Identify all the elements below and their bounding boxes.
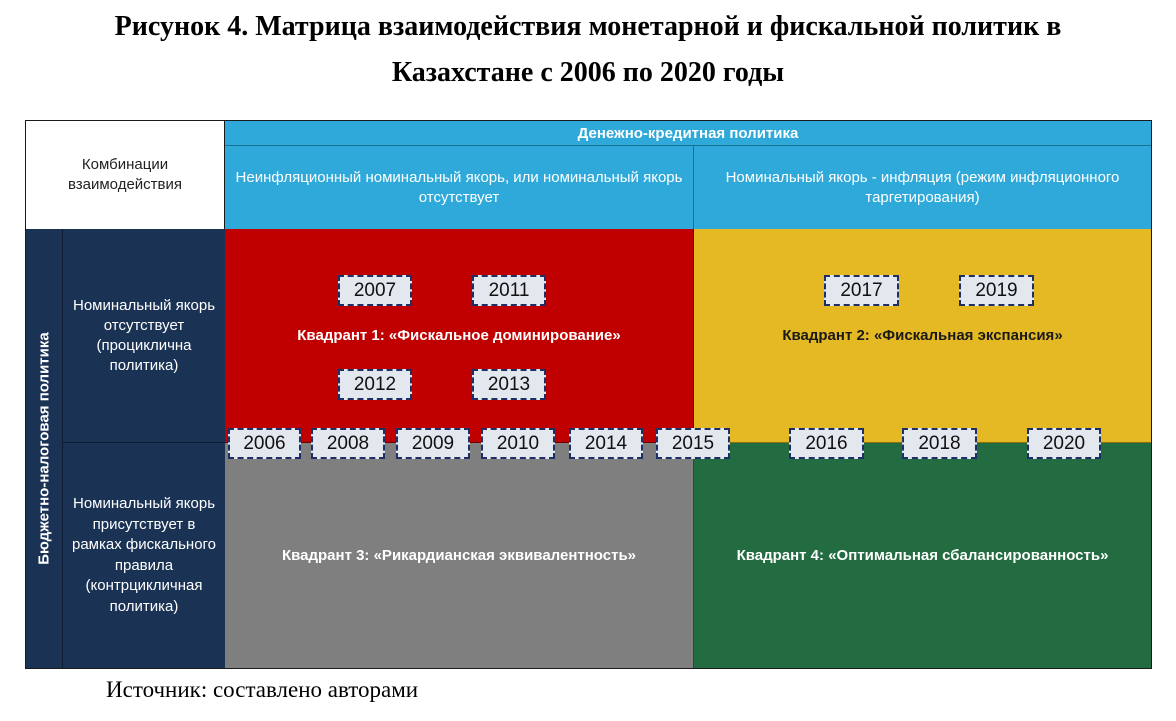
- year-badge-boundary: 2020: [1027, 428, 1101, 459]
- year-badge-boundary: 2016: [789, 428, 864, 459]
- year-badge-q1: 2011: [472, 275, 546, 306]
- corner-label: Комбинации взаимодействия: [26, 121, 225, 229]
- year-badge-boundary: 2008: [311, 428, 385, 459]
- quadrant-4-label: Квадрант 4: «Оптимальная сбалансированность»: [736, 547, 1109, 564]
- figure-title: [0, 4, 1176, 96]
- quadrant-4-optimal-balance: [694, 443, 1151, 668]
- year-badge-q1: 2007: [338, 275, 412, 306]
- quadrant-1-label: Квадрант 1: «Фискальное доминирование»: [297, 327, 621, 344]
- column-header-inflation-targeting: Номинальный якорь - инфляция (режим инфляционного таргетирования): [694, 146, 1151, 229]
- year-badge-boundary: 2010: [481, 428, 555, 459]
- row-header-procyclical: Номинальный якорь отсутствует (проциклична политика): [63, 229, 225, 443]
- quadrant-2-fiscal-expansion: [694, 229, 1151, 443]
- quadrant-3-label: Квадрант 3: «Рикардианская эквивалентность»: [281, 547, 637, 564]
- fiscal-policy-header-label: Бюджетно-налоговая политика: [35, 332, 53, 565]
- year-badge-q1: 2012: [338, 369, 412, 400]
- year-badge-q1: 2013: [472, 369, 546, 400]
- row-header-countercyclical: Номинальный якорь присутствует в рамках фискального правила (контрцикличная политика): [63, 443, 225, 668]
- quadrant-2-label: Квадрант 2: «Фискальная экспансия»: [782, 327, 1063, 344]
- figure-title-line1: Рисунок 4. Матрица взаимодействия монетарной и фискальной политик в: [114, 11, 1062, 42]
- year-badge-boundary: 2015: [656, 428, 730, 459]
- quadrant-1-fiscal-dominance: [225, 229, 694, 443]
- year-badge-boundary: 2018: [902, 428, 977, 459]
- year-badge-boundary: 2014: [569, 428, 643, 459]
- year-badge-q2: 2019: [959, 275, 1034, 306]
- figure-title-line2: Казахстане с 2006 по 2020 годы: [391, 57, 785, 88]
- year-badge-boundary: 2009: [396, 428, 470, 459]
- year-badge-q2: 2017: [824, 275, 899, 306]
- quadrant-3-ricardian-equivalence: [225, 443, 694, 668]
- year-badge-boundary: 2006: [228, 428, 301, 459]
- policy-matrix: [25, 120, 1152, 669]
- source-note: Источник: составлено авторами: [106, 677, 419, 702]
- fiscal-policy-header: [26, 229, 63, 668]
- column-header-no-anchor: Неинфляционный номинальный якорь, или номинальный якорь отсутствует: [225, 146, 694, 229]
- monetary-policy-header: Денежно-кредитная политика: [225, 121, 1151, 146]
